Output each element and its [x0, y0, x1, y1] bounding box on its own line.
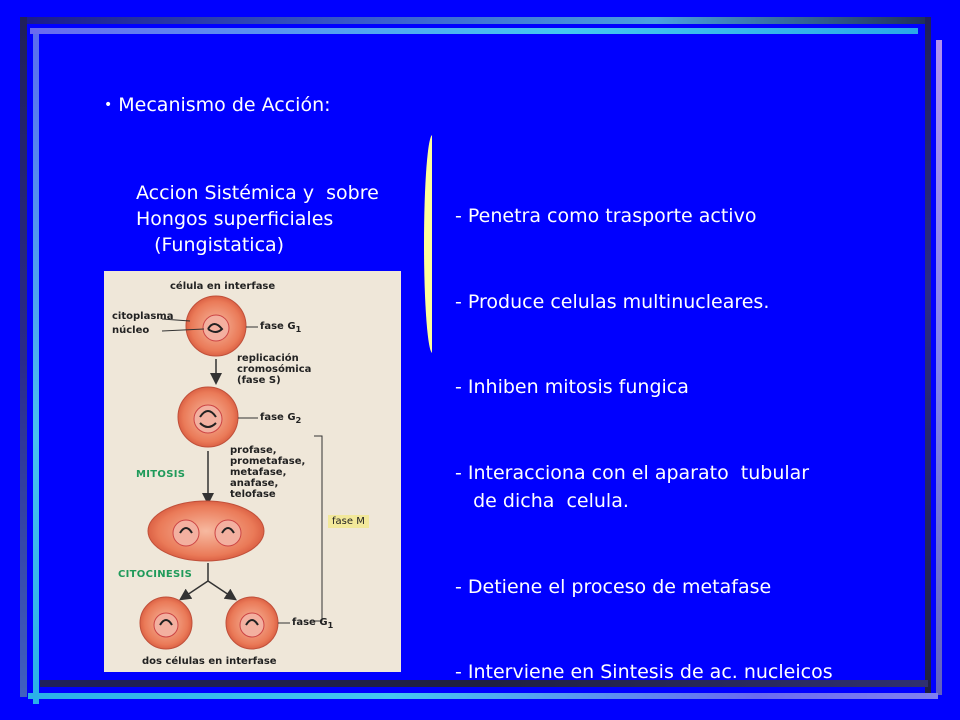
bracket-shape [424, 135, 438, 353]
frame-bar-left [20, 17, 27, 697]
frame-bar-right [925, 17, 931, 697]
list-item: - Penetra como trasporte activo [455, 205, 757, 227]
label-mitosis-stages: profase, prometafase, metafase, anafase, telofase [230, 445, 306, 500]
label-interphase-cell: célula en interfase [170, 281, 276, 292]
label-two-cells: dos células en interfase [142, 656, 277, 667]
label-cytoplasm: citoplasma [112, 311, 174, 322]
cell-cycle-diagram [104, 271, 401, 672]
phase-g1-sub: 1 [295, 324, 302, 334]
heading-text: Mecanismo de Acción: [118, 94, 331, 116]
frame-bar-right-inner [936, 40, 942, 695]
list-item: - Detiene el proceso de metafase [455, 575, 772, 598]
label-phase-g1 [260, 321, 301, 335]
list-item: - Interacciona con el aparato tubular de dicha celula. [455, 461, 810, 512]
list-item: - Inhiben mitosis fungica [455, 376, 689, 398]
label-phase-m: fase M [328, 515, 369, 528]
label-phase-g2 [260, 412, 301, 426]
phase-g1-end-text: fase G [292, 617, 328, 628]
frame-bar-left-inner [33, 34, 39, 704]
label-mitosis: MITOSIS [136, 469, 186, 480]
label-nucleus: núcleo [112, 325, 150, 336]
action-description: Accion Sistémica y sobre Hongos superficiales (Fungistatica) [136, 182, 379, 256]
phase-g2-sub: 2 [295, 415, 302, 425]
list-item: - Produce celulas multinucleares. [455, 290, 770, 313]
phase-g1-end-sub: 1 [327, 620, 334, 630]
label-cytokinesis: CITOCINESIS [118, 569, 193, 580]
mechanism-list [455, 145, 833, 715]
phase-g1-text: fase G [260, 321, 296, 332]
label-replication: replicación cromosómica (fase S) [237, 353, 312, 386]
frame-bar-top-inner [30, 28, 918, 34]
phase-g2-text: fase G [260, 412, 296, 423]
slide-heading [104, 92, 331, 120]
bullet-icon: • [104, 97, 113, 113]
label-phase-g1-end [292, 617, 333, 631]
list-item: - Interviene en Sintesis de ac. nucleicos [455, 661, 833, 683]
frame-bar-top [20, 17, 928, 24]
